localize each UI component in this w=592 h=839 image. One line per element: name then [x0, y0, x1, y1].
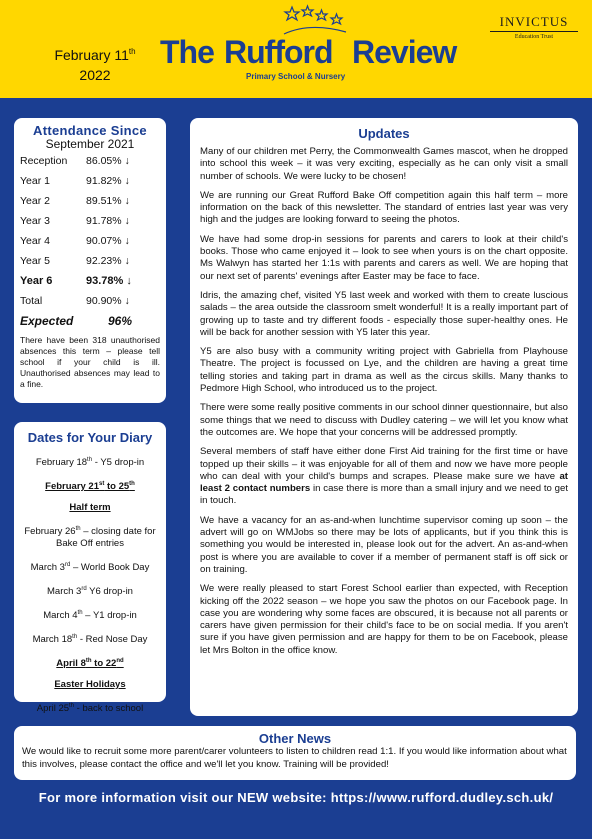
- updates-paragraph: Idris, the amazing chef, visited Y5 last week and worked with them to create luscious salads – the area outside the classroom smelt wonderful! It is a really important part of growing up to taste and try different foods - especially those super-healthy ones. He will be back for another session with Y5 later this year.: [200, 289, 568, 338]
- attendance-row-expected: Expected 96%: [20, 314, 133, 328]
- attendance-row-total: Total 90.90% ↓: [20, 295, 130, 307]
- diary-item: February 21st to 25th: [45, 481, 135, 492]
- attendance-row-year6: Year 6 93.78% ↓: [20, 275, 132, 287]
- attendance-subtitle: September 2021: [45, 137, 135, 151]
- stars-logo-icon: [280, 4, 350, 36]
- website-footer[interactable]: For more information visit our NEW website: https://www.rufford.dudley.sch.uk/: [38, 790, 554, 805]
- updates-paragraph-first-aid: Several members of staff have either done First Aid training for the first time or have topped up their skills – it was enjoyable for all of them and now we have more people who can deal with your child's bumps and scrapes. Please make sure we have at least 2 contact numbers in case there is more than a small injury and we need to get in touch.: [200, 446, 568, 507]
- updates-paragraph: We have a vacancy for an as-and-when lunchtime supervisor coming up soon – the advert will go on WMJobs so there may be lots of applicants, but if you think this is something you would be interested in, please look out for the advert. An as-and-when post is where you are available to cover if a member of permanent staff is off sick or on training.: [200, 514, 568, 575]
- attendance-row-year3: Year 3 91.78% ↓: [20, 215, 130, 227]
- trust-subtitle: Education Trust: [514, 34, 554, 40]
- diary-item: April 25th - back to school: [36, 703, 144, 714]
- attendance-row-year2: Year 2 89.51% ↓: [20, 195, 130, 207]
- title-review: Review: [352, 34, 457, 70]
- attendance-row-year4: Year 4 90.07% ↓: [20, 235, 130, 247]
- date-suffix: th: [128, 47, 136, 56]
- diary-item: February 26th – closing date for Bake Off entries: [24, 526, 156, 549]
- attendance-row-year5: Year 5 92.23% ↓: [20, 255, 130, 267]
- attendance-title: Attendance Since: [33, 123, 147, 138]
- trust-logo: [490, 14, 578, 40]
- newsletter-title: [160, 30, 460, 86]
- diary-item: Half term: [69, 502, 111, 513]
- date-day: February 11: [54, 47, 129, 63]
- other-news-text: We would like to recruit some more parent/carer volunteers to listen to children read 1:1. If you would like information about what this involves, please contact the office and we'll let you know. Training will be provided!: [22, 746, 567, 770]
- title-the: The: [160, 34, 214, 70]
- attendance-row-reception: Reception 86.05% ↓: [20, 155, 130, 167]
- issue-date: [40, 42, 150, 85]
- diary-item: March 4th – Y1 drop-in: [43, 610, 137, 621]
- date-year: 2022: [79, 67, 111, 83]
- diary-item: March 3rd Y6 drop-in: [47, 586, 133, 597]
- diary-panel: [14, 422, 166, 714]
- attendance-note: There have been 318 unauthorised absences this term – please tell school if your child is ill. Unauthorised absences may lead to a fine.: [20, 335, 160, 389]
- header-banner: [0, 0, 592, 98]
- updates-title: Updates: [358, 126, 410, 141]
- updates-paragraph: We are running our Great Rufford Bake Off competition again this half term – more information on the back of this newsletter. The standard of entries last year was very high and the judges are looking forward to seeing the photos.: [200, 189, 568, 226]
- updates-paragraph: There were some really positive comments in our school dinner questionnaire, but also some things that we need to discuss with Dudley catering – we will let you know what the outcomes are. We hope that your concerns will be addressed promptly.: [200, 402, 568, 438]
- attendance-table: [20, 151, 160, 331]
- diary-item: March 3rd – World Book Day: [30, 562, 150, 573]
- title-rufford: Rufford: [224, 34, 333, 70]
- updates-paragraph: We have had some drop-in sessions for parents and carers to look at their child's books. Those who came enjoyed it – look to see when yours is on the chart opposite. Ms Walwyn has started her 1:1s with parents and carers as well. We are hoping that our next set of parents' evenings after Easter may be face to face.: [200, 233, 568, 282]
- updates-paragraph: Many of our children met Perry, the Commonwealth Games mascot, when he dropped into school this week – it was very exciting, especially as he can only visit a small number of schools. We were lucky to be chosen!: [200, 146, 568, 182]
- trust-name: INVICTUS: [490, 14, 578, 32]
- other-news-panel: [14, 726, 576, 780]
- other-news-title: Other News: [258, 731, 332, 746]
- school-subtitle: Primary School & Nursery: [246, 72, 346, 81]
- diary-item: Easter Holidays: [54, 679, 126, 690]
- updates-paragraph: We were really pleased to start Forest School earlier than expected, with Reception kicking off the 2022 season – we hope you saw the photos on our Facebook page. In case you are wondering why some faces are obscured, it is because not all parents or carers have given permission for their child's face to be on social media. If you aren't sure if you have given permission and are happy for them to be on Facebook, please let Mrs Bolton in the office know.: [200, 583, 568, 656]
- attendance-row-year1: Year 1 91.82% ↓: [20, 175, 130, 187]
- diary-item: April 8th to 22nd: [56, 658, 124, 669]
- updates-paragraph: Y5 are also busy with a community writing project with Gabriella from Playhouse Theatre. The project is focussed on Lye, and the children are having a great time telling stories and taking part in drama as well as the circus skills. Many thanks to Pedmore High School, who introduced us to the project.: [200, 346, 568, 395]
- attendance-panel: [14, 118, 166, 403]
- diary-item: February 18th - Y5 drop-in: [35, 457, 145, 468]
- updates-panel: [190, 118, 578, 716]
- diary-title: Dates for Your Diary: [27, 430, 153, 445]
- diary-item: March 18th - Red Nose Day: [32, 634, 148, 645]
